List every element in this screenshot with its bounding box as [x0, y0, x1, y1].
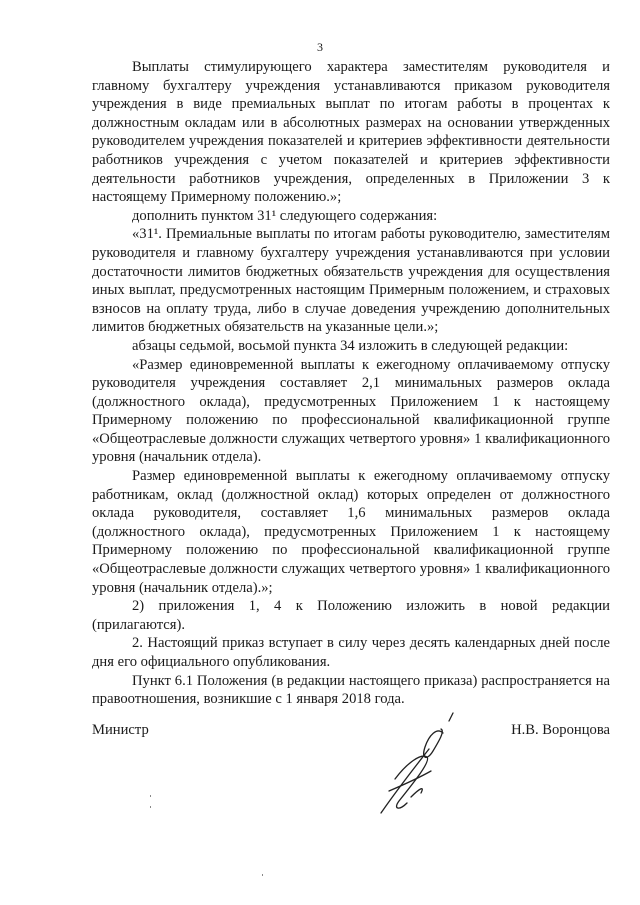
handwritten-signature-icon: [355, 705, 475, 820]
document-body: [92, 58, 610, 709]
scan-artifact: [262, 874, 263, 876]
paragraph-head-vacation-payment: «Размер единовременной выплаты к ежегодному оплачиваемому отпуску руководителя учреждения составляет 2,1 минимальных размеров оклада (должностного оклада), предусмотренных Приложением 1 к настоящему Примерному положению по профессиональной квалификационной группе «Общеотраслевые должности служащих четвертого уровня» 1 квалификационного уровня (начальник отдела).: [92, 356, 610, 466]
paragraph-entry-into-force: 2. Настоящий приказ вступает в силу через десять календарных дней после дня его официального опубликования.: [92, 635, 610, 670]
paragraph-retroactive-clause: Пункт 6.1 Положения (в редакции настоящего приказа) распространяется на правоотношения, возникшие с 1 января 2018 года.: [92, 672, 610, 708]
paragraph-appendices: 2) приложения 1, 4 к Положению изложить в новой редакции (прилагаются).: [92, 598, 610, 633]
signatory-position: Министр: [92, 722, 149, 738]
paragraph-clause-31-1: «31¹. Премиальные выплаты по итогам работы руководителю, заместителям руководителя и главному бухгалтеру учреждения устанавливаются при условии достаточности лимитов бюджетных обязательств учреждения для осуществления иных выплат, предусмотренных настоящим Примерным положением, и страховых взносов на оплату труда, либо в случае доведения учреждению дополнительных лимитов бюджетных обязательств на указанные цели.»;: [92, 226, 610, 336]
scan-artifact: [150, 795, 151, 797]
scan-artifact: [150, 806, 151, 808]
paragraph-add-clause-31-1: дополнить пунктом 31¹ следующего содержания:: [132, 207, 438, 224]
paragraph-stimulating-payments: Выплаты стимулирующего характера заместителям руководителя и главному бухгалтеру учреждения устанавливаются приказом руководителя учреждения в виде премиальных выплат по итогам работы в процентах к должностным окладам или в абсолютных размерах на основании утвержденных руководителем учреждения показателей и критериев эффективности деятельности работников учреждения с учетом показателей и критериев эффективности деятельности работников учреждения, определенных в Приложении 3 к настоящему Примерному положению.»;: [92, 59, 610, 206]
page-number: 3: [317, 40, 323, 54]
paragraph-staff-vacation-payment: Размер единовременной выплаты к ежегодному оплачиваемому отпуску работникам, оклад (должностной оклад) которых определен от должностного оклада руководителя, составляет 1,6 минимальных размеров оклада (должностного оклада), предусмотренных Приложением 1 к настоящему Примерному положению по профессиональной квалификационной группе «Общеотраслевые должности служащих четвертого уровня» 1 квалификационного уровня (начальник отдела).»;: [92, 468, 610, 596]
paragraph-clause-34-intro: абзацы седьмой, восьмой пункта 34 изложить в следующей редакции:: [132, 337, 569, 354]
signatory-name: Н.В. Воронцова: [511, 722, 610, 738]
